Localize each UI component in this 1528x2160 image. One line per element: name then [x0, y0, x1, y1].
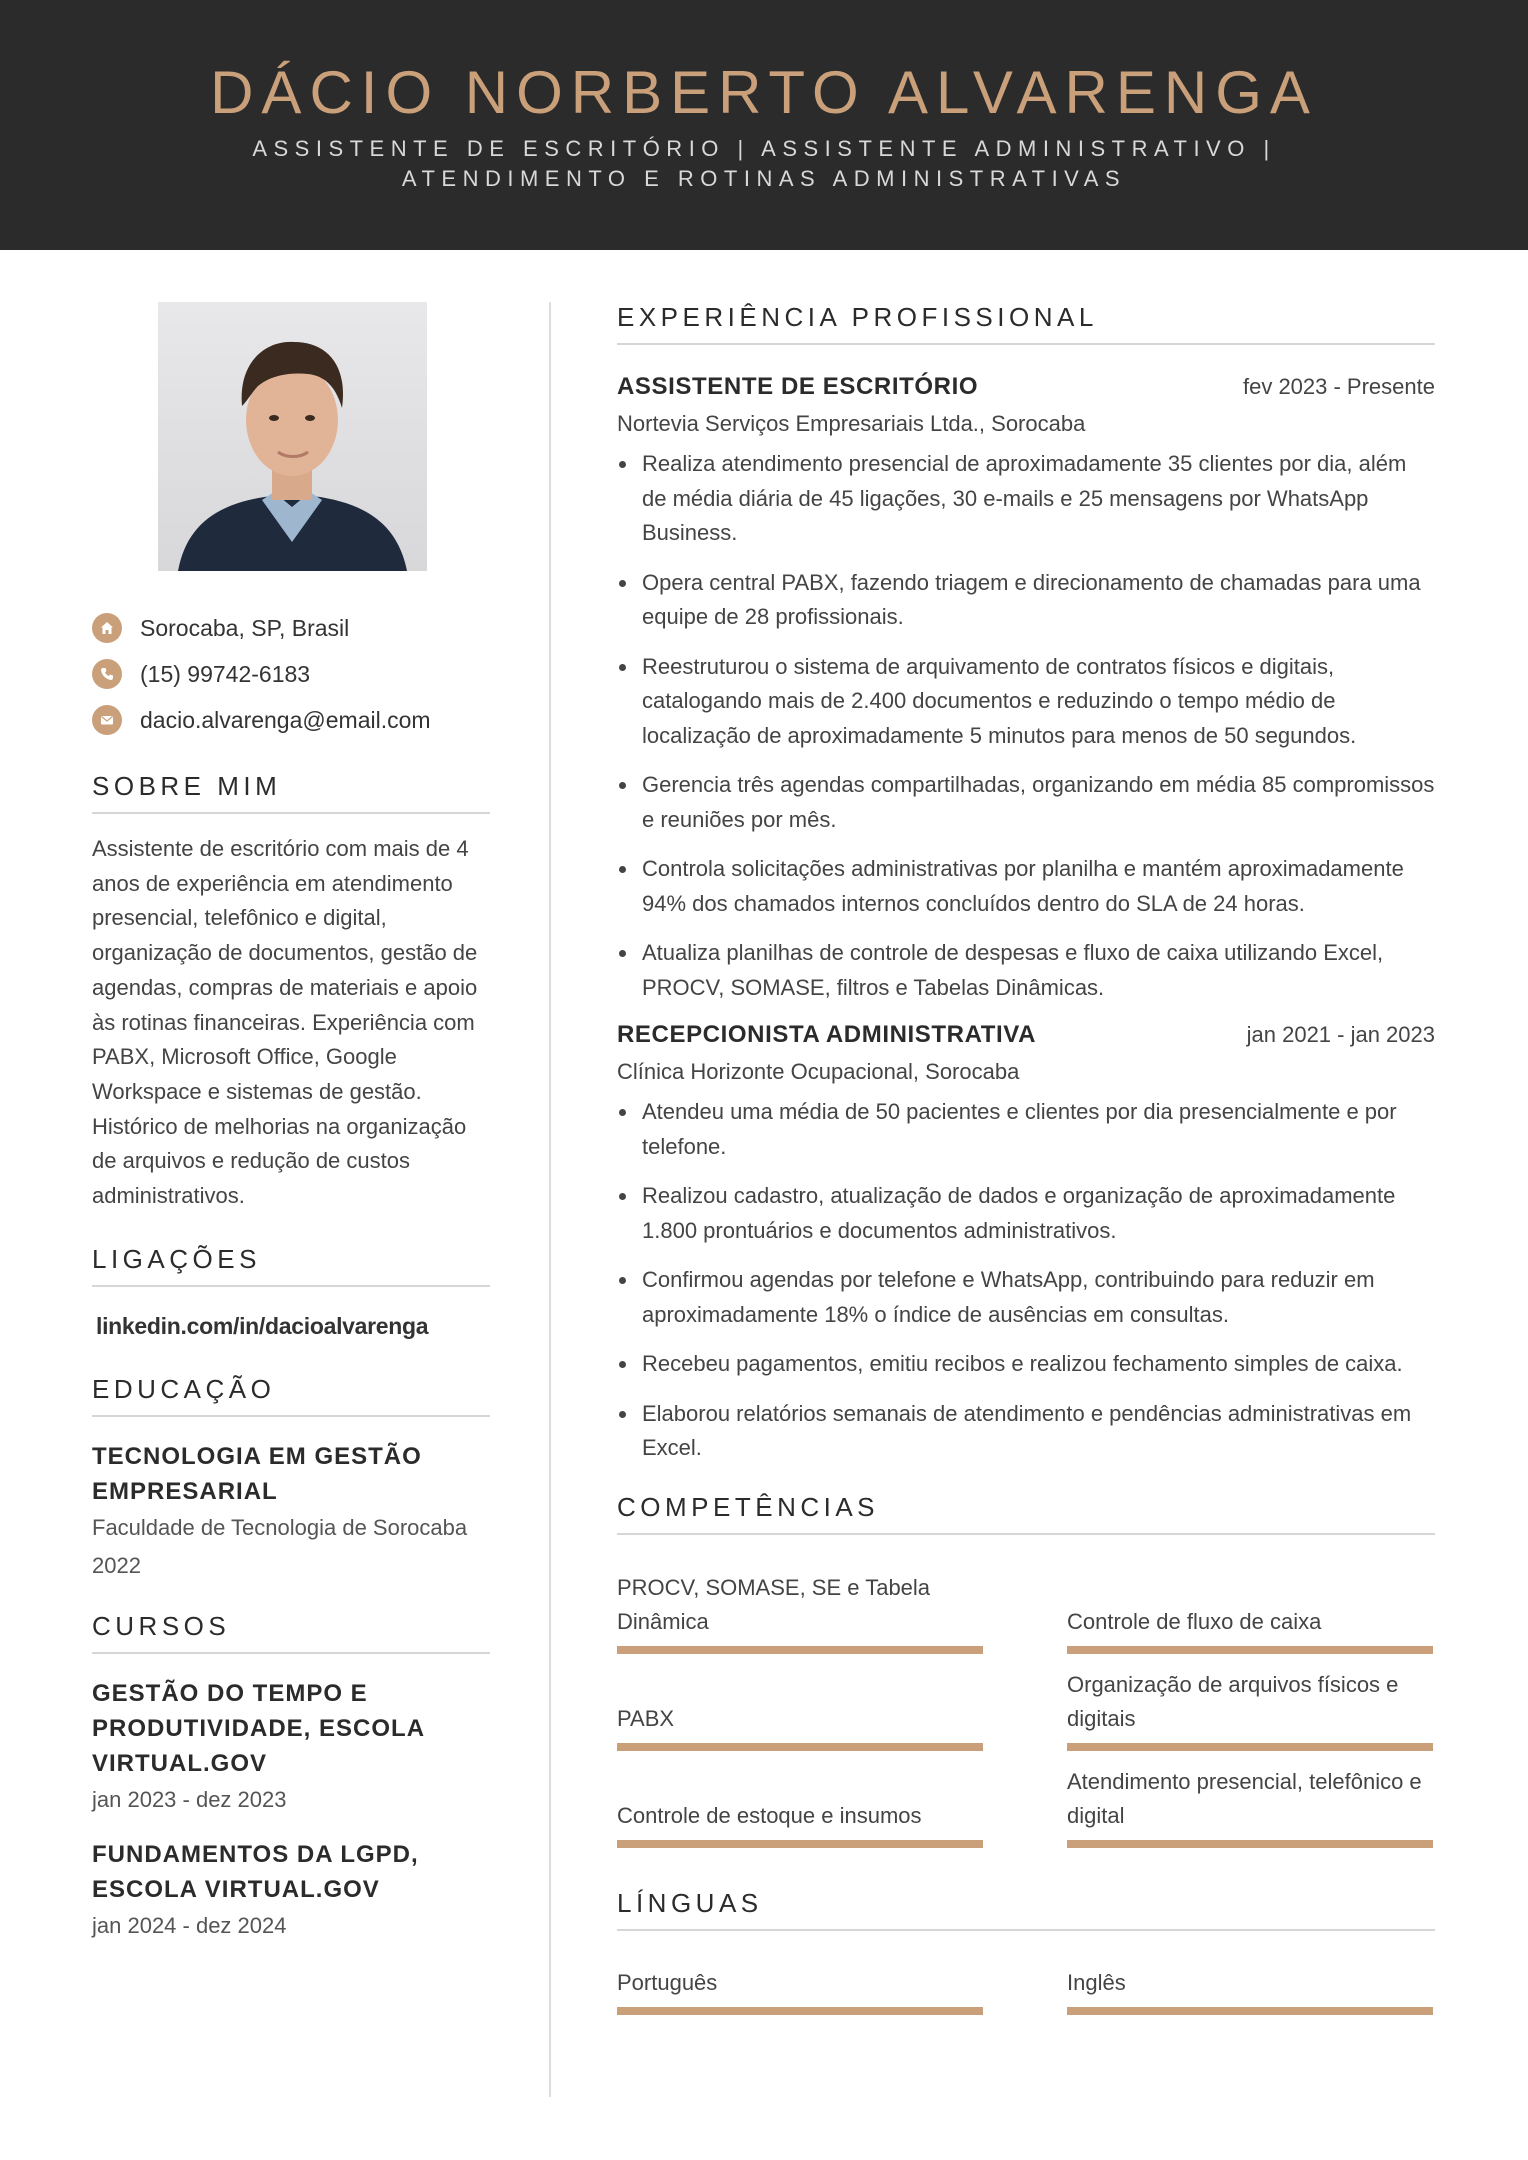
languages-grid: [617, 1931, 1435, 2015]
course-name: GESTÃO DO TEMPO E PRODUTIVIDADE, ESCOLA VIRTUAL.GOV: [92, 1679, 425, 1777]
header: [0, 0, 1528, 250]
job-title: ASSISTENTE DE ESCRITÓRIO: [617, 373, 979, 400]
skill-item: [617, 1654, 983, 1751]
contact-email: [92, 697, 490, 743]
skill-label: PABX: [617, 1706, 675, 1731]
skill-label: PROCV, SOMASE, SE e Tabela Dinâmica: [617, 1574, 931, 1634]
job-company: Clínica Horizonte Ocupacional, Sorocaba: [617, 1059, 1020, 1084]
course-entry: [92, 1837, 490, 1945]
profile-photo: [158, 302, 427, 571]
job-bullet: Reestruturou o sistema de arquivamento de contratos físicos e digitais, catalogando mais de 2.400 documentos e reduzindo o tempo médio de localização de aproximadamente 5 minutos para menos de 50 segundos.: [617, 650, 1435, 754]
skill-item: [1067, 1557, 1433, 1654]
courses-title: CURSOS: [92, 1611, 490, 1654]
job-bullet: Realiza atendimento presencial de aproximadamente 35 clientes por dia, além de média diária de 45 ligações, 30 e-mails e 25 mensagens por WhatsApp Business.: [617, 447, 1435, 551]
job-dates: fev 2023 - Presente: [1242, 374, 1435, 399]
skill-label: Controle de estoque e insumos: [617, 1803, 922, 1828]
candidate-subtitle: ASSISTENTE DE ESCRITÓRIO | ASSISTENTE ADMINISTRATIVO | ATENDIMENTO E ROTINAS ADMINISTRATIVAS: [252, 136, 1276, 191]
skill-bar: [1067, 1840, 1433, 1848]
skill-label: Controle de fluxo de caixa: [1067, 1609, 1322, 1634]
course-entry: [92, 1676, 490, 1819]
email-link[interactable]: dacio.alvarenga@email.com: [140, 706, 431, 733]
skill-item: [1067, 1751, 1433, 1848]
skill-bar: [617, 1840, 983, 1848]
language-level-fill: [1067, 2007, 1433, 2015]
contact-list: [92, 605, 490, 743]
skills-title: COMPETÊNCIAS: [617, 1492, 1435, 1535]
skill-level-fill: [1067, 1646, 1433, 1654]
education-entry: [92, 1439, 490, 1585]
mail-icon: [92, 705, 122, 735]
skill-label: Atendimento presencial, telefônico e digital: [1067, 1768, 1422, 1828]
course-dates: jan 2024 - dez 2024: [92, 1912, 287, 1938]
job-bullet: Atualiza planilhas de controle de despesas e fluxo de caixa utilizando Excel, PROCV, SOMASE, filtros e Tabelas Dinâmicas.: [617, 936, 1435, 1005]
job-bullet: Recebeu pagamentos, emitiu recibos e realizou fechamento simples de caixa.: [617, 1347, 1435, 1382]
left-column: [92, 302, 490, 1945]
language-item: [1067, 1931, 1433, 2015]
skill-item: [617, 1557, 983, 1654]
skill-level-fill: [617, 1743, 983, 1751]
language-bar: [617, 2007, 983, 2015]
phone-text: (15) 99742-6183: [140, 660, 311, 687]
job-header: [617, 373, 1435, 401]
links-title: LIGAÇÕES: [92, 1244, 490, 1287]
column-divider: [549, 302, 551, 2097]
job-bullets: [617, 447, 1435, 1005]
location-text: Sorocaba, SP, Brasil: [140, 614, 350, 641]
job-bullet: Realizou cadastro, atualização de dados e organização de aproximadamente 1.800 prontuários e documentos administrativos.: [617, 1179, 1435, 1248]
home-icon: [92, 613, 122, 643]
phone-icon: [92, 659, 122, 689]
skill-bar: [617, 1646, 983, 1654]
job-company: Nortevia Serviços Empresariais Ltda., Sorocaba: [617, 411, 1086, 436]
job-dates: jan 2021 - jan 2023: [1246, 1022, 1435, 1047]
job-bullet: Controla solicitações administrativas por planilha e mantém aproximadamente 94% dos chamados internos concluídos dentro do SLA de 24 horas.: [617, 852, 1435, 921]
skill-bar: [617, 1743, 983, 1751]
skills-grid: [617, 1557, 1435, 1848]
job-bullet: Atendeu uma média de 50 pacientes e clientes por dia presencialmente e por telefone.: [617, 1095, 1435, 1164]
job-bullet: Gerencia três agendas compartilhadas, organizando em média 85 compromissos e reuniões por mês.: [617, 768, 1435, 837]
about-text: Assistente de escritório com mais de 4 anos de experiência em atendimento presencial, telefônico e digital, organização de documentos, gestão de agendas, compras de materiais e apoio às rotinas financeiras. Experiência com PABX, Microsoft Office, Google Workspace e sistemas de gestão. Histórico de melhorias na organização de arquivos e redução de custos administrativos.: [92, 836, 478, 1209]
course-dates: jan 2023 - dez 2023: [92, 1786, 287, 1812]
job-bullet: Confirmou agendas por telefone e WhatsApp, contribuindo para reduzir em aproximadamente 18% o índice de ausências em consultas.: [617, 1263, 1435, 1332]
skill-level-fill: [617, 1646, 983, 1654]
education-school: Faculdade de Tecnologia de Sorocaba: [92, 1514, 468, 1540]
right-column: [617, 302, 1435, 2015]
job-bullet: Opera central PABX, fazendo triagem e direcionamento de chamadas para uma equipe de 28 profissionais.: [617, 566, 1435, 635]
skill-level-fill: [1067, 1743, 1433, 1751]
contact-phone: [92, 651, 490, 697]
contact-location: [92, 605, 490, 651]
education-degree: TECNOLOGIA EM GESTÃO EMPRESARIAL: [92, 1442, 422, 1505]
course-name: FUNDAMENTOS DA LGPD, ESCOLA VIRTUAL.GOV: [92, 1840, 419, 1903]
about-title: SOBRE MIM: [92, 771, 490, 814]
skill-bar: [1067, 1646, 1433, 1654]
language-item: [617, 1931, 983, 2015]
education-year: 2022: [92, 1552, 141, 1578]
language-label: Português: [617, 1970, 718, 1995]
skill-level-fill: [1067, 1840, 1433, 1848]
skill-item: [617, 1751, 983, 1848]
job-header: [617, 1021, 1435, 1049]
portrait-image: [158, 302, 427, 571]
language-bar: [1067, 2007, 1433, 2015]
job-bullet: Elaborou relatórios semanais de atendimento e pendências administrativas em Excel.: [617, 1397, 1435, 1466]
education-title: EDUCAÇÃO: [92, 1374, 490, 1417]
skill-label: Organização de arquivos físicos e digitais: [1067, 1671, 1399, 1731]
job-entry: [617, 1021, 1435, 1466]
linkedin-link[interactable]: linkedin.com/in/dacioalvarenga: [96, 1312, 429, 1339]
job-entry: [617, 373, 1435, 1005]
language-level-fill: [617, 2007, 983, 2015]
languages-title: LÍNGUAS: [617, 1888, 1435, 1931]
skill-bar: [1067, 1743, 1433, 1751]
job-title: RECEPCIONISTA ADMINISTRATIVA: [617, 1021, 1037, 1048]
skill-level-fill: [617, 1840, 983, 1848]
experience-title: EXPERIÊNCIA PROFISSIONAL: [617, 302, 1435, 345]
candidate-name: DÁCIO NORBERTO ALVARENGA: [210, 59, 1318, 126]
language-label: Inglês: [1067, 1970, 1126, 1995]
skill-item: [1067, 1654, 1433, 1751]
job-bullets: [617, 1095, 1435, 1466]
